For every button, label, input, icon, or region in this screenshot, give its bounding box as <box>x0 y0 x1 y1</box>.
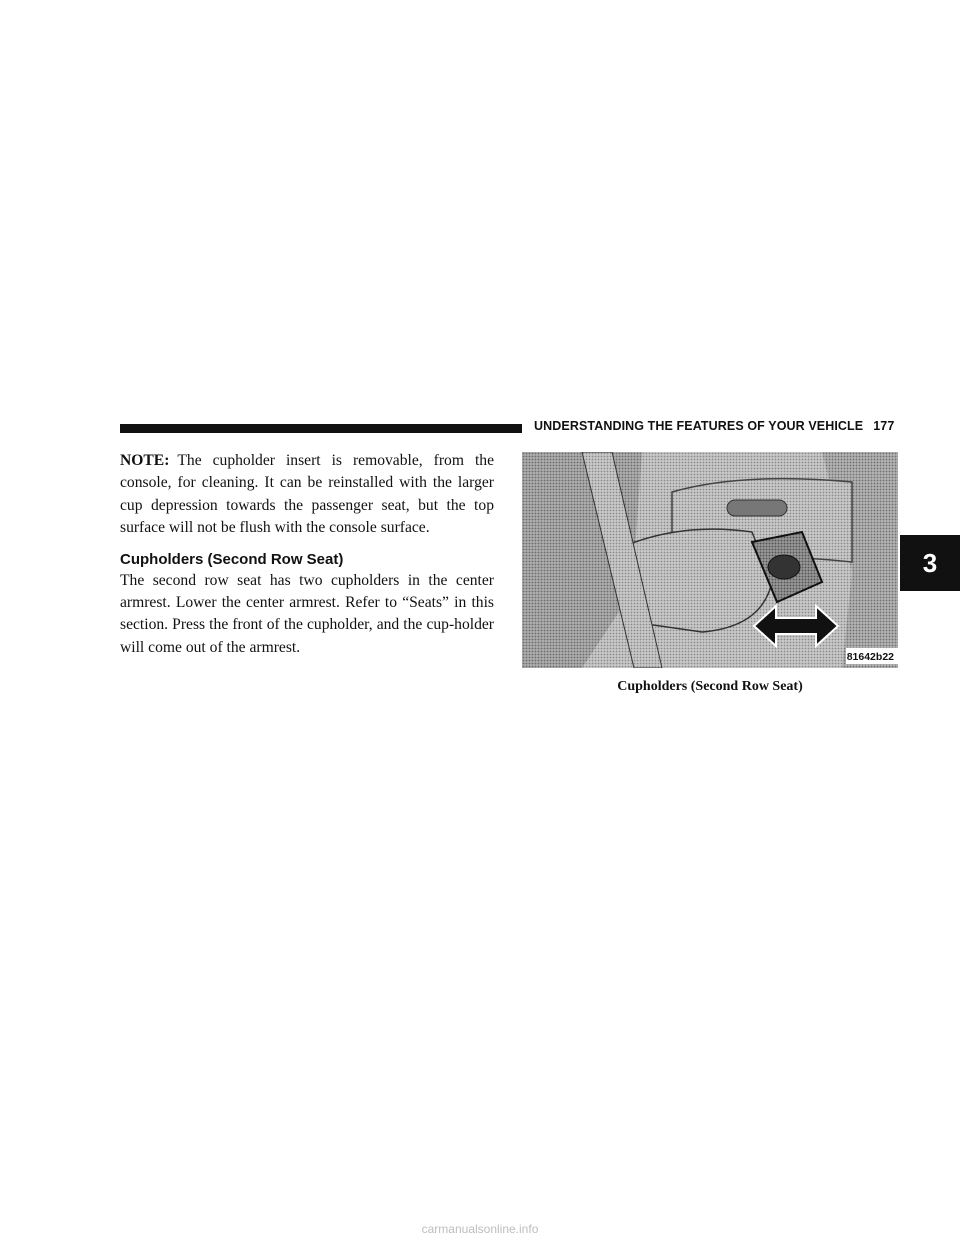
section-heading: Cupholders (Second Row Seat) <box>120 550 344 568</box>
figure-caption: Cupholders (Second Row Seat) <box>617 679 803 694</box>
header-rule <box>120 424 522 433</box>
section-body: The second row seat has two cupholders in the center armrest. Lower the center armrest. Refer to “Seats” in this section. Press the front of the cupholder, and the cup-holder will come out of the armrest. <box>120 571 494 656</box>
watermark: carmanualsonline.info <box>421 1222 539 1236</box>
note-paragraph <box>120 450 494 540</box>
page-number: 177 <box>873 419 895 433</box>
text-column <box>120 450 494 659</box>
figure-code: 81642b22 <box>846 651 894 663</box>
note-label: NOTE: <box>120 452 170 469</box>
running-header <box>534 419 894 433</box>
note-text: The cupholder insert is removable, from the console, for cleaning. It can be reinstalled with the larger cup depression towards the passenger seat, but the top surface will not be flush with the console surface. <box>120 452 494 537</box>
header-title: UNDERSTANDING THE FEATURES OF YOUR VEHICLE <box>534 419 864 433</box>
cupholder-illustration <box>522 452 898 668</box>
illustration-drawing <box>522 452 898 668</box>
chapter-tab: 3 <box>900 535 960 591</box>
